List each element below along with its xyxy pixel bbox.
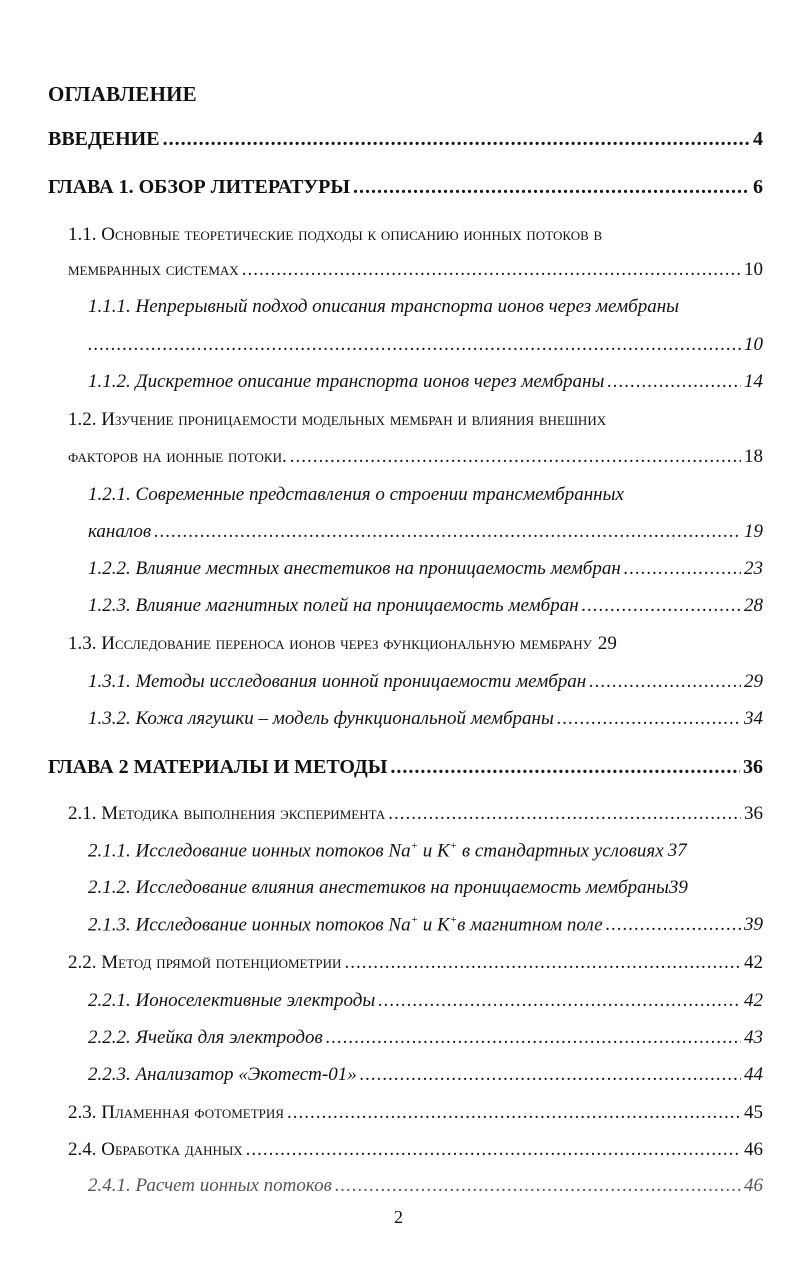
leader-dots — [353, 176, 750, 199]
toc-entry-page: 42 — [744, 952, 763, 973]
toc-entry-1-3-2[interactable] — [88, 708, 763, 730]
toc-entry-2-1-1[interactable] — [88, 840, 763, 862]
toc-entry-text — [88, 914, 603, 936]
toc-entry-1-2[interactable] — [68, 446, 763, 468]
superscript: + — [410, 914, 419, 926]
toc-entry-page: 29 — [744, 671, 763, 692]
text-part: и K — [418, 840, 450, 862]
toc-entry-introduction[interactable] — [48, 128, 763, 151]
toc-entry-2-1-2[interactable] — [88, 877, 763, 899]
toc-entry-text: 2.2.3. Анализатор «Экотест-01» — [88, 1064, 357, 1085]
leader-dots — [388, 803, 741, 825]
toc-entry-page: 43 — [744, 1027, 763, 1048]
toc-entry-chapter-1[interactable] — [48, 176, 763, 199]
toc-entry-1-1-2[interactable] — [88, 371, 763, 393]
toc-entry-2-4-1[interactable] — [88, 1175, 763, 1197]
toc-entry-page: 37 — [667, 840, 687, 862]
toc-entry-page: 42 — [744, 990, 763, 1011]
toc-entry-page: 45 — [744, 1102, 763, 1123]
toc-entry-2-2-3[interactable] — [88, 1064, 763, 1086]
toc-entry-text — [88, 840, 664, 862]
toc-entry-page: 36 — [743, 756, 763, 778]
toc-entry-page: 39 — [744, 914, 763, 936]
leader-dots — [624, 558, 741, 580]
leader-dots — [589, 671, 741, 693]
leader-dots — [246, 1139, 741, 1161]
toc-entry-2-2[interactable] — [68, 952, 763, 974]
toc-entry-text: ГЛАВА 1. ОБЗОР ЛИТЕРАТУРЫ — [48, 176, 351, 198]
superscript: + — [449, 914, 458, 926]
leader-dots — [88, 334, 741, 356]
toc-entry-text: каналов — [88, 521, 152, 542]
page-number: 2 — [394, 1207, 403, 1227]
toc-entry-2-4[interactable] — [68, 1139, 763, 1161]
toc-entry-page: 34 — [744, 708, 763, 729]
toc-entry-page: 29 — [597, 633, 617, 654]
toc-entry-text: 2.4.1. Расчет ионных потоков — [88, 1175, 332, 1196]
toc-entry-text: ГЛАВА 2 МАТЕРИАЛЫ И МЕТОДЫ — [48, 756, 388, 778]
toc-entry-1-2-2[interactable] — [88, 558, 763, 580]
toc-entry-page: 10 — [744, 259, 763, 280]
toc-title: ОГЛАВЛЕНИЕ — [48, 82, 197, 106]
toc-entry-text: 2.1.2. Исследование влияния анестетиков на проницаемость мембраны — [88, 877, 669, 898]
toc-entry-page: 14 — [744, 371, 763, 392]
toc-entry-page: 46 — [744, 1175, 763, 1196]
toc-entry-page: 19 — [744, 521, 763, 542]
toc-entry-page: 10 — [744, 334, 763, 355]
toc-entry-1-2-3[interactable] — [88, 595, 763, 617]
toc-entry-1-3-1[interactable] — [88, 671, 763, 693]
toc-entry-text: 1.2.3. Влияние магнитных полей на проницаемость мембран — [88, 595, 579, 616]
toc-entry-2-2-2[interactable] — [88, 1027, 763, 1049]
leader-dots — [287, 1102, 741, 1124]
leader-dots — [606, 914, 741, 936]
leader-dots — [335, 1175, 741, 1197]
toc-entry-text: 2.3. Пламенная фотометрия — [68, 1102, 284, 1123]
leader-dots — [557, 708, 741, 730]
toc-entry-text: 2.2.1. Ионоселективные электроды — [88, 990, 376, 1011]
text-part: в стандартных условиях — [457, 840, 664, 862]
leader-dots — [290, 446, 741, 468]
toc-entry-1-2-1-line1[interactable]: 1.2.1. Современные представления о строении трансмембранных — [88, 484, 624, 505]
leader-dots — [163, 128, 750, 151]
toc-entry-page: 6 — [753, 176, 763, 198]
toc-entry-1-1-1[interactable] — [88, 334, 763, 356]
toc-entry-1-1[interactable] — [68, 259, 763, 281]
toc-entry-1-2-1[interactable] — [88, 521, 763, 543]
leader-dots — [582, 595, 741, 617]
toc-entry-page: 46 — [744, 1139, 763, 1160]
toc-entry-2-3[interactable] — [68, 1102, 763, 1124]
toc-entry-text: мембранных системах — [68, 259, 239, 280]
toc-entry-text: факторов на ионные потоки. — [68, 446, 287, 467]
leader-dots — [242, 259, 741, 281]
toc-entry-text: ВВЕДЕНИЕ — [48, 128, 160, 150]
toc-entry-1-1-line1[interactable]: 1.1. Основные теоретические подходы к описанию ионных потоков в — [68, 224, 603, 245]
toc-entry-page: 18 — [744, 446, 763, 467]
leader-dots — [360, 1064, 741, 1086]
text-part: в магнитном поле — [457, 914, 603, 936]
toc-entry-text: 2.4. Обработка данных — [68, 1139, 243, 1160]
toc-entry-text: 1.3.2. Кожа лягушки – модель функциональной мембраны — [88, 708, 554, 729]
toc-entry-text: 1.2.2. Влияние местных анестетиков на проницаемость мембран — [88, 558, 621, 579]
text-part: 2.1.1. Исследование ионных потоков Na — [88, 840, 411, 862]
toc-entry-2-1-3[interactable] — [88, 914, 763, 936]
toc-entry-2-2-1[interactable] — [88, 990, 763, 1012]
leader-dots — [378, 990, 741, 1012]
toc-entry-2-1[interactable] — [68, 803, 763, 825]
toc-entry-page: 36 — [744, 803, 763, 824]
toc-entry-text: 1.1.2. Дискретное описание транспорта ионов через мембраны — [88, 371, 605, 392]
toc-entry-page: 44 — [744, 1064, 763, 1085]
leader-dots — [607, 371, 741, 393]
toc-entry-text: 1.3.1. Методы исследования ионной проницаемости мембран — [88, 671, 587, 692]
leader-dots — [326, 1027, 741, 1049]
toc-entry-page: 4 — [753, 128, 763, 150]
toc-entry-page: 23 — [744, 558, 763, 579]
leader-dots — [344, 952, 741, 974]
superscript: + — [410, 840, 419, 852]
toc-entry-text: 1.3. Исследование переноса ионов через функциональную мембрану — [68, 633, 592, 654]
toc-entry-page: 28 — [744, 595, 763, 616]
toc-entry-text: 2.2. Метод прямой потенциометрии — [68, 952, 342, 973]
toc-entry-text: 2.2.2. Ячейка для электродов — [88, 1027, 323, 1048]
toc-entry-page: 39 — [668, 877, 688, 898]
leader-dots — [390, 756, 740, 779]
toc-entry-1-1-1-line1[interactable]: 1.1.1. Непрерывный подход описания транспорта ионов через мембраны — [88, 296, 679, 317]
toc-entry-text: 2.1. Методика выполнения эксперимента — [68, 803, 386, 824]
superscript: + — [449, 840, 458, 852]
toc-entry-1-2-line1[interactable]: 1.2. Изучение проницаемости модельных мембран и влияния внешних — [68, 409, 607, 430]
text-part: и K — [418, 914, 450, 936]
toc-entry-chapter-2[interactable] — [48, 756, 763, 779]
leader-dots — [154, 521, 741, 543]
toc-entry-1-3[interactable] — [68, 633, 763, 655]
text-part: 2.1.3. Исследование ионных потоков Na — [88, 914, 411, 936]
